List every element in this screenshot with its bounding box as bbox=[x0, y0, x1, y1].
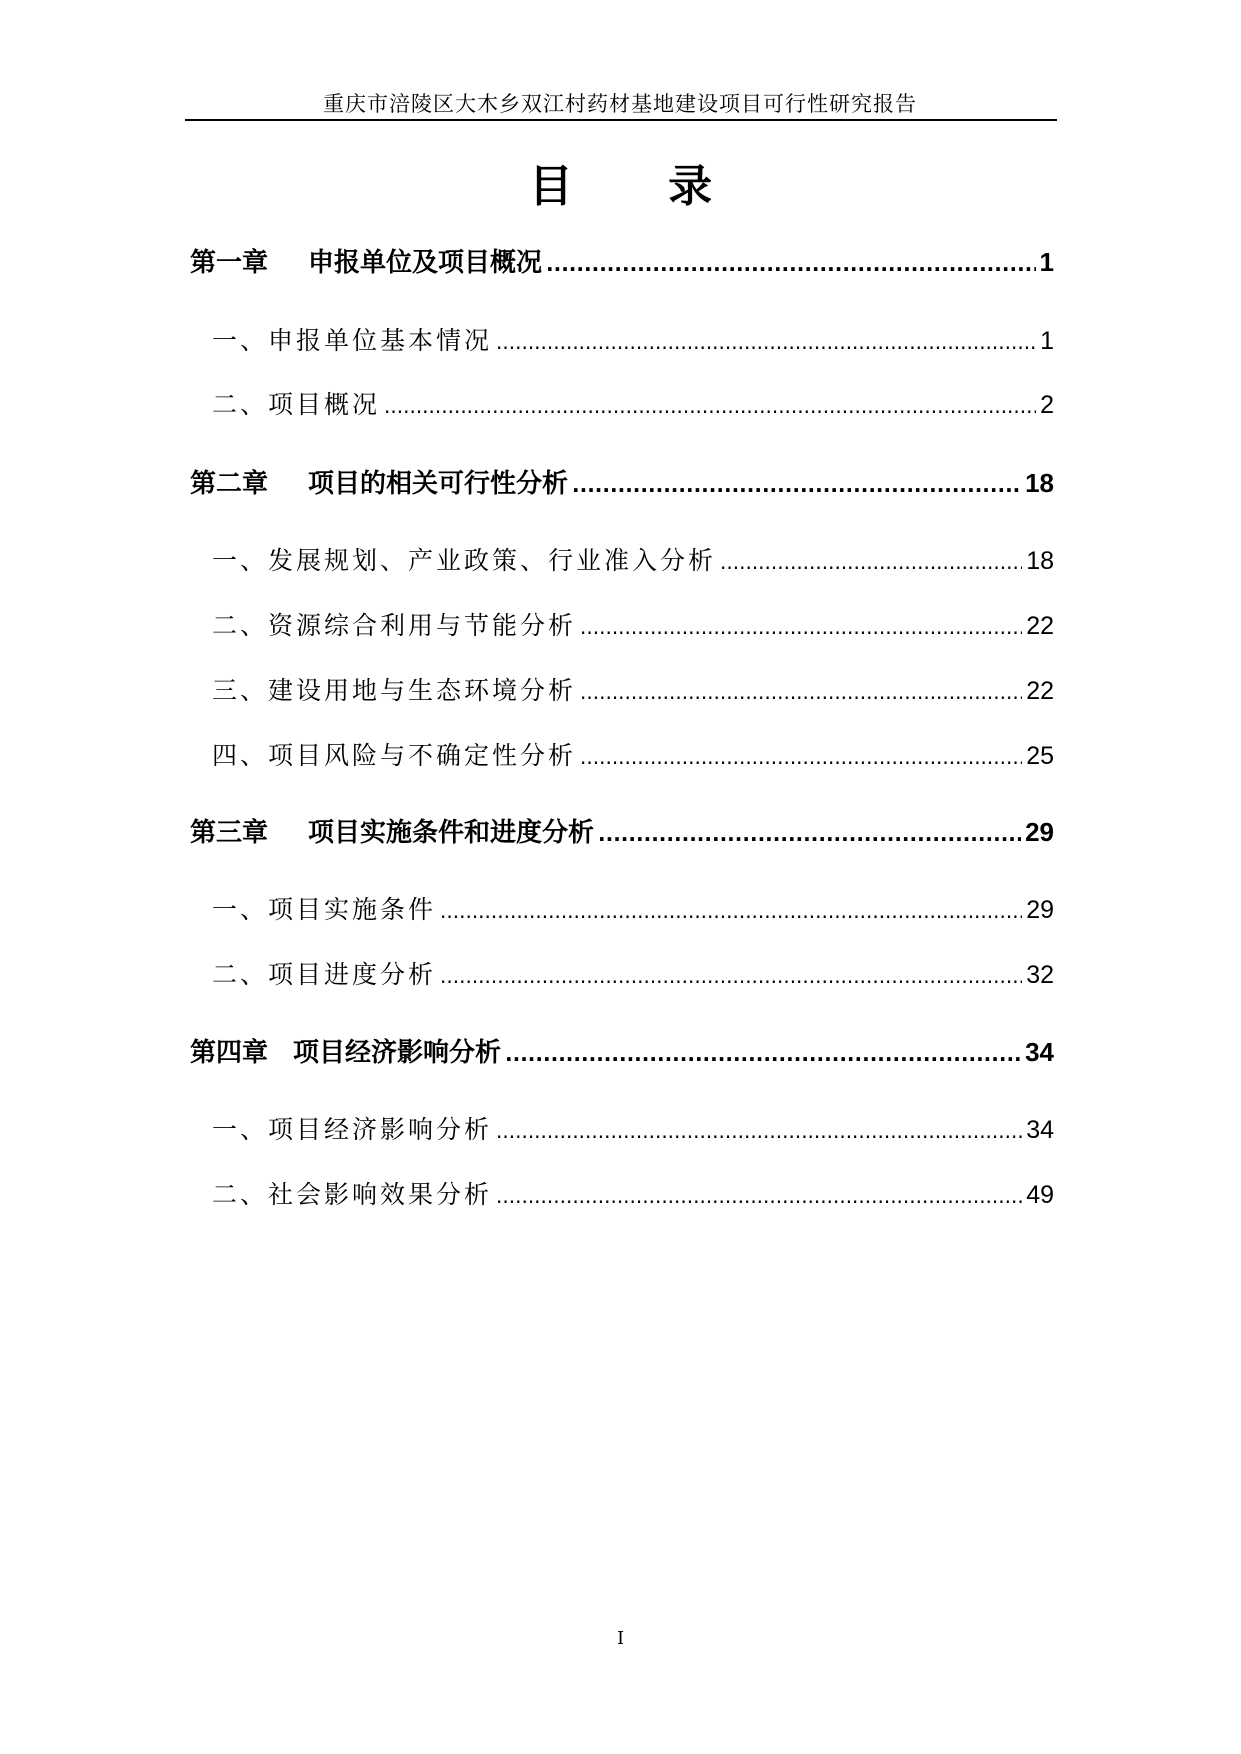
toc-leader bbox=[598, 822, 1021, 846]
toc-text: 项目经济影响分析 bbox=[293, 1038, 502, 1068]
toc-section-4-1[interactable] bbox=[190, 1110, 1054, 1146]
toc-number: 第四章 bbox=[190, 1038, 269, 1068]
toc-text: 项目风险与不确定性分析 bbox=[268, 741, 577, 770]
toc-number: 一、 bbox=[212, 326, 269, 355]
toc-leader bbox=[546, 252, 1036, 276]
toc-label bbox=[190, 242, 542, 279]
toc-page-number: 1 bbox=[1040, 327, 1054, 355]
toc-page-number: 34 bbox=[1025, 1037, 1054, 1067]
toc-leader bbox=[440, 899, 1022, 923]
page-number: I bbox=[616, 1628, 625, 1649]
toc-number: 二、 bbox=[212, 1180, 269, 1209]
toc-chapter-2[interactable] bbox=[190, 463, 1054, 500]
toc-label bbox=[190, 736, 576, 772]
toc-section-3-2[interactable] bbox=[190, 955, 1054, 991]
toc-title: 目 录 bbox=[528, 161, 753, 212]
toc-page-number: 1 bbox=[1039, 247, 1054, 277]
toc-label bbox=[190, 1175, 492, 1211]
toc-leader bbox=[496, 330, 1036, 354]
toc-text: 资源综合利用与节能分析 bbox=[268, 611, 577, 640]
toc-leader bbox=[440, 964, 1022, 988]
toc-section-2-4[interactable] bbox=[190, 736, 1054, 772]
toc-page-number: 18 bbox=[1025, 468, 1054, 498]
toc-label bbox=[190, 671, 576, 707]
header-rule bbox=[185, 119, 1057, 121]
toc-section-3-1[interactable] bbox=[190, 890, 1054, 926]
toc-text: 项目的相关可行性分析 bbox=[308, 469, 569, 499]
toc-leader bbox=[580, 615, 1022, 639]
toc-label bbox=[190, 463, 568, 500]
toc-section-4-2[interactable] bbox=[190, 1175, 1054, 1211]
toc-label bbox=[190, 385, 380, 421]
toc-leader bbox=[572, 473, 1021, 497]
toc-number: 一、 bbox=[212, 1115, 269, 1144]
toc-section-1-1[interactable] bbox=[190, 321, 1054, 357]
toc-page-number: 25 bbox=[1026, 742, 1054, 770]
toc-page-number: 29 bbox=[1026, 896, 1054, 924]
toc-page-number: 49 bbox=[1026, 1181, 1054, 1209]
toc-page-number: 18 bbox=[1026, 547, 1054, 575]
toc-text: 项目概况 bbox=[268, 390, 381, 419]
toc-leader bbox=[720, 550, 1022, 574]
toc-label bbox=[190, 890, 436, 926]
toc-number: 二、 bbox=[212, 611, 269, 640]
toc-section-2-2[interactable] bbox=[190, 606, 1054, 642]
toc-chapter-4[interactable] bbox=[190, 1032, 1054, 1069]
toc-section-2-1[interactable] bbox=[190, 541, 1054, 577]
toc-text: 申报单位基本情况 bbox=[268, 326, 493, 355]
toc-text: 项目实施条件和进度分析 bbox=[308, 818, 595, 848]
toc-number: 第一章 bbox=[190, 248, 269, 278]
toc-section-1-2[interactable] bbox=[190, 385, 1054, 421]
toc-number: 一、 bbox=[212, 895, 269, 924]
toc-text: 项目经济影响分析 bbox=[268, 1115, 493, 1144]
toc-leader bbox=[580, 745, 1022, 769]
toc-label bbox=[190, 1032, 501, 1069]
toc-leader bbox=[580, 680, 1022, 704]
toc-page-number: 22 bbox=[1026, 612, 1054, 640]
toc-page-number: 2 bbox=[1040, 391, 1054, 419]
toc-number: 第二章 bbox=[190, 469, 269, 499]
toc-leader bbox=[496, 1119, 1022, 1143]
toc-number: 三、 bbox=[212, 676, 269, 705]
toc-number: 第三章 bbox=[190, 818, 269, 848]
toc-text: 社会影响效果分析 bbox=[268, 1180, 493, 1209]
toc-label bbox=[190, 812, 594, 849]
toc-section-2-3[interactable] bbox=[190, 671, 1054, 707]
toc-leader bbox=[505, 1042, 1021, 1066]
toc-number: 二、 bbox=[212, 390, 269, 419]
toc-page-number: 34 bbox=[1026, 1116, 1054, 1144]
toc-label bbox=[190, 955, 436, 991]
running-header: 重庆市涪陵区大木乡双江村药材基地建设项目可行性研究报告 bbox=[323, 92, 917, 116]
toc-page-number: 29 bbox=[1025, 817, 1054, 847]
toc-number: 四、 bbox=[212, 741, 269, 770]
toc-text: 项目实施条件 bbox=[268, 895, 437, 924]
toc-label bbox=[190, 541, 716, 577]
toc-label bbox=[190, 606, 576, 642]
toc-label bbox=[190, 1110, 492, 1146]
toc-page-number: 22 bbox=[1026, 677, 1054, 705]
toc-leader bbox=[496, 1184, 1022, 1208]
toc-chapter-3[interactable] bbox=[190, 812, 1054, 849]
toc-text: 项目进度分析 bbox=[268, 960, 437, 989]
toc-chapter-1[interactable] bbox=[190, 242, 1054, 279]
toc-number: 一、 bbox=[212, 546, 269, 575]
toc-leader bbox=[384, 394, 1036, 418]
toc-text: 申报单位及项目概况 bbox=[308, 248, 543, 278]
toc-text: 建设用地与生态环境分析 bbox=[268, 676, 577, 705]
toc-label bbox=[190, 321, 492, 357]
toc-text: 发展规划、产业政策、行业准入分析 bbox=[268, 546, 717, 575]
toc-number: 二、 bbox=[212, 960, 269, 989]
toc-page-number: 32 bbox=[1026, 961, 1054, 989]
